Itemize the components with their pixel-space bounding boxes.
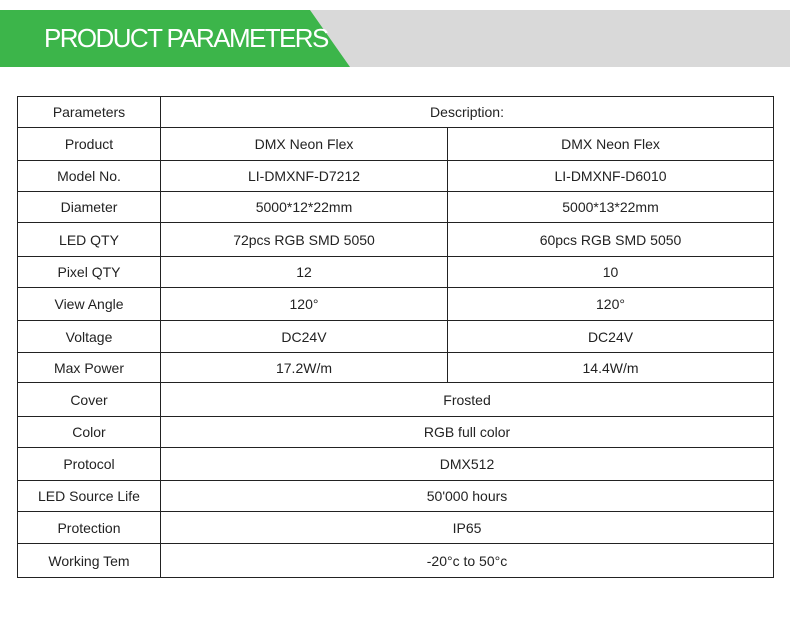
table-body [18, 97, 774, 578]
row-label-cell: Voltage [18, 321, 161, 353]
row-value-cell-right: DC24V [448, 321, 774, 353]
row-label-cell: Color [18, 417, 161, 448]
row-value-cell-left: 5000*12*22mm [161, 192, 448, 223]
section-banner [0, 10, 790, 67]
page-title: PRODUCT PARAMETERS [44, 23, 328, 53]
row-label-cell: Pixel QTY [18, 257, 161, 288]
row-label-cell: Protocol [18, 448, 161, 481]
row-value-cell-left: 12 [161, 257, 448, 288]
table-row [18, 448, 774, 481]
row-label-cell: Cover [18, 383, 161, 417]
row-label-cell: Diameter [18, 192, 161, 223]
row-value-cell-right: DMX Neon Flex [448, 128, 774, 161]
row-value-cell: 50'000 hours [161, 481, 774, 512]
table-row [18, 223, 774, 257]
row-value-cell-left: 17.2W/m [161, 353, 448, 383]
table-row [18, 161, 774, 192]
row-label-cell: LED QTY [18, 223, 161, 257]
row-label-cell: LED Source Life [18, 481, 161, 512]
row-value-cell: RGB full color [161, 417, 774, 448]
table-row [18, 128, 774, 161]
row-value-cell-left: 72pcs RGB SMD 5050 [161, 223, 448, 257]
row-label-cell: Protection [18, 512, 161, 544]
table-row [18, 383, 774, 417]
table-header-row [18, 97, 774, 128]
table-row [18, 257, 774, 288]
row-label-cell: Max Power [18, 353, 161, 383]
table-row [18, 417, 774, 448]
table-row [18, 481, 774, 512]
table-row [18, 544, 774, 578]
row-value-cell-right: 14.4W/m [448, 353, 774, 383]
row-value-cell-right: 120° [448, 288, 774, 321]
table-row [18, 512, 774, 544]
row-value-cell: -20°c to 50°c [161, 544, 774, 578]
row-label-cell: Working Tem [18, 544, 161, 578]
row-value-cell-left: LI-DMXNF-D7212 [161, 161, 448, 192]
row-value-cell-right: 5000*13*22mm [448, 192, 774, 223]
row-value-cell: IP65 [161, 512, 774, 544]
row-label-cell: View Angle [18, 288, 161, 321]
header-description-cell: Description: [161, 97, 774, 128]
table-row [18, 288, 774, 321]
row-value-cell-right: 60pcs RGB SMD 5050 [448, 223, 774, 257]
row-value-cell: Frosted [161, 383, 774, 417]
row-value-cell-right: LI-DMXNF-D6010 [448, 161, 774, 192]
parameters-table [17, 96, 774, 578]
row-value-cell-left: DMX Neon Flex [161, 128, 448, 161]
row-label-cell: Model No. [18, 161, 161, 192]
header-label-cell: Parameters [18, 97, 161, 128]
table-row [18, 353, 774, 383]
row-label-cell: Product [18, 128, 161, 161]
row-value-cell-right: 10 [448, 257, 774, 288]
row-value-cell: DMX512 [161, 448, 774, 481]
row-value-cell-left: DC24V [161, 321, 448, 353]
table-row [18, 321, 774, 353]
row-value-cell-left: 120° [161, 288, 448, 321]
table-row [18, 192, 774, 223]
